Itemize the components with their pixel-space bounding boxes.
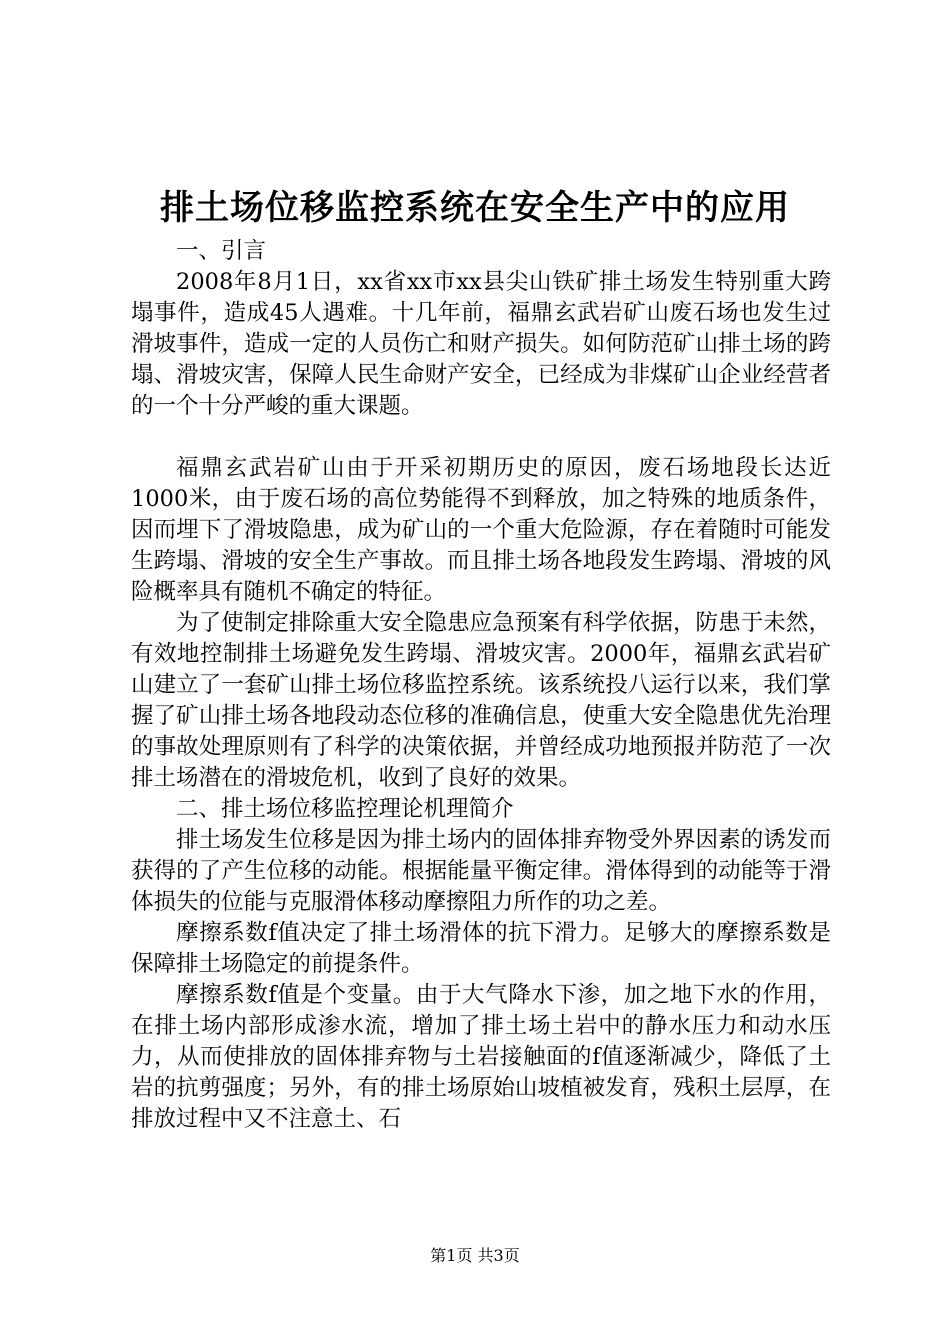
body-paragraph: 福鼎玄武岩矿山由于开采初期历史的原因，废石场地段长达近1000米，由于废石场的高位势能得不到释放，加之特殊的地质条件，因而埋下了滑坡隐患，成为矿山的一个重大危险源，存在着随时可能发生跨塌、滑坡的安全生产事故。而且排土场各地段发生跨塌、滑坡的风险概率具有随机不确定的特征。: [131, 455, 831, 605]
section-heading-theory: 二、排土场位移监控理论机理简介: [176, 796, 514, 822]
body-paragraph: 摩擦系数f值决定了排土场滑体的抗下滑力。足够大的摩擦系数是保障排土场隐定的前提条件。: [131, 920, 831, 977]
body-paragraph: 为了使制定排除重大安全隐患应急预案有科学依据，防患于未然，有效地控制排土场避免发生跨塌、滑坡灾害。2000年，福鼎玄武岩矿山建立了一套矿山排土场位移监控系统。该系统投八运行以来，我们掌握了矿山排土场各地段动态位移的准确信息，使重大安全隐患优先治理的事故处理原则有了科学的决策依据，并曾经成功地预报并防范了一次排土场潜在的滑坡危机，收到了良好的效果。: [131, 610, 831, 791]
section-heading-intro: 一、引言: [176, 238, 267, 264]
document-title: 排土场位移监控系统在安全生产中的应用: [160, 188, 790, 228]
page-number-footer: 第1页 共3页: [430, 1246, 520, 1265]
document-body: [131, 236, 831, 1135]
body-paragraph: 摩擦系数f值是个变量。由于大气降水下渗，加之地下水的作用，在排土场内部形成渗水流，增加了排土场土岩中的静水压力和动水压力，从而使排放的固体排弃物与土岩接触面的f值逐渐减少，降低了土岩的抗剪强度；另外，有的排土场原始山坡植被发育，残积土层厚，在排放过程中又不注意土、石: [131, 982, 831, 1132]
body-paragraph: 排土场发生位移是因为排土场内的固体排弃物受外界因素的诱发而获得的了产生位移的动能。根据能量平衡定律。滑体得到的动能等于滑体损失的位能与克服滑体移动摩擦阻力所作的功之差。: [131, 827, 831, 915]
body-paragraph: 2008年8月1日，xx省xx市xx县尖山铁矿排土场发生特别重大跨塌事件，造成45人遇难。十几年前，福鼎玄武岩矿山废石场也发生过滑坡事件，造成一定的人员伤亡和财产损失。如何防范矿山排土场的跨塌、滑坡灾害，保障人民生命财产安全，已经成为非煤矿山企业经营者的一个十分严峻的重大课题。: [131, 269, 831, 419]
